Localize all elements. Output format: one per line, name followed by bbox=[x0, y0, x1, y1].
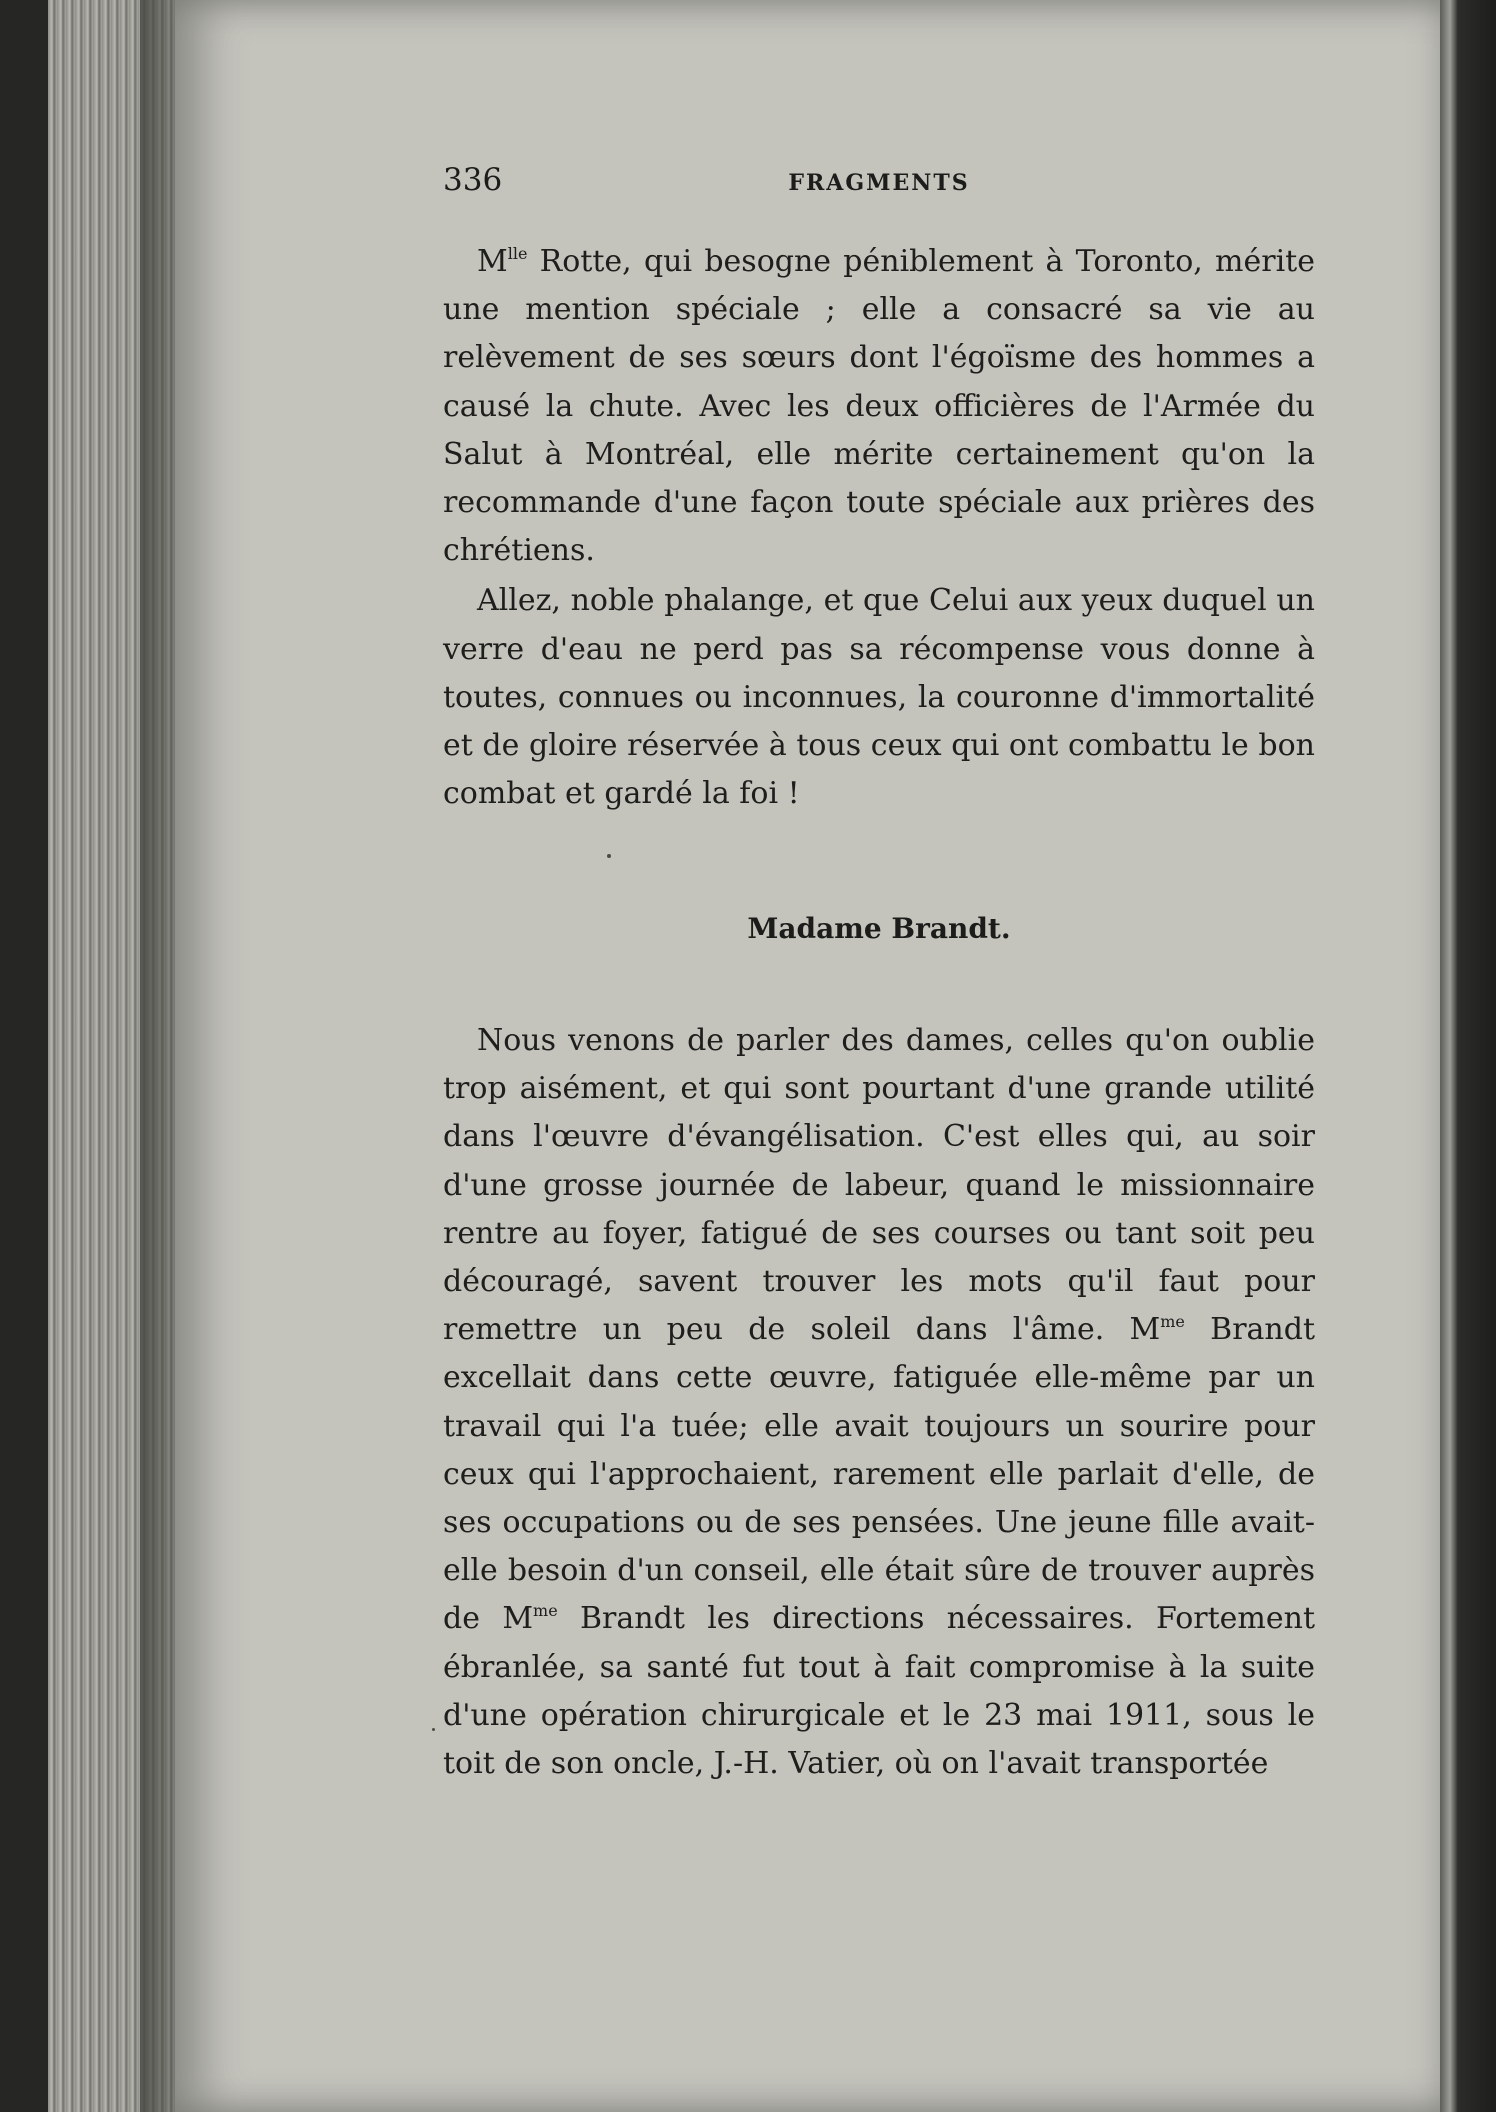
abbr-mme-2-sup: me bbox=[533, 1601, 558, 1621]
text-block-1 bbox=[443, 238, 1315, 818]
running-title: FRAGMENTS bbox=[788, 170, 970, 196]
abbr-mme-2: M bbox=[502, 1601, 534, 1637]
paragraph-rotte-text: Rotte, qui besogne péniblement à Toronto, mérite une mention spéciale ; elle a consacré sa vie au relèvement de ses sœurs dont l'égoïsme des hommes a causé la chute. Avec les deux officières de l'Armée du Salut à Montréal, elle mérite certainement qu'on la recommande d'une façon toute spéciale aux prières des chrétiens. bbox=[443, 244, 1315, 569]
running-head bbox=[443, 162, 1315, 212]
right-page-edge bbox=[1440, 0, 1496, 2112]
abbr-mlle-sup: lle bbox=[507, 244, 528, 263]
page-number: 336 bbox=[443, 162, 503, 198]
abbr-mme-1: M bbox=[1129, 1312, 1161, 1348]
ink-speck bbox=[607, 854, 611, 858]
abbr-mme-1-sup: me bbox=[1160, 1312, 1185, 1332]
paragraph-phalange bbox=[443, 577, 1315, 818]
paragraph-phalange-text: Allez, noble phalange, et que Celui aux yeux duquel un verre d'eau ne perd pas sa récompense vous donne à toutes, connues ou inconnues, la couronne d'immortalité et de gloire réservée à tous ceux qui ont combattu le bon combat et gardé la foi ! bbox=[443, 583, 1315, 812]
paragraph-brandt-part-3: Brandt les directions nécessaires. Fortement ébranlée, sa santé fut tout à fait compromise à la suite d'une opération chirurgicale et le 23 mai 1911, sous le toit de son oncle, J.-H. Vatier, où on l'avait transportée bbox=[443, 1601, 1316, 1782]
abbr-mlle: M bbox=[477, 244, 508, 279]
ink-speck bbox=[432, 1728, 435, 1731]
paragraph-rotte bbox=[443, 238, 1315, 575]
paragraph-brandt bbox=[443, 1017, 1315, 1788]
paragraph-brandt-part-1: Nous venons de parler des dames, celles qu'on oublie trop aisément, et qui sont pourtant d'une grande utilité dans l'œuvre d'évangélisation. C'est elles qui, au soir d'une grosse journée de labeur, quand le missionnaire rentre au foyer, fatigué de ses courses ou tant soit peu découragé, savent trouver les mots qu'il faut pour remettre un peu de soleil dans l'âme. bbox=[443, 1023, 1315, 1348]
text-block-2 bbox=[443, 1017, 1315, 1788]
section-heading: Madame Brandt. bbox=[747, 912, 1011, 945]
paragraph-brandt-part-2: Brandt excellait dans cette œuvre, fatiguée elle-même par un travail qui l'a tuée; elle avait toujours un sourire pour ceux qui l'approchaient, rarement elle parlait d'elle, de ses occupations ou de ses pensées. Une jeune fille avait-elle besoin d'un conseil, elle était sûre de trouver auprès de bbox=[443, 1312, 1315, 1637]
